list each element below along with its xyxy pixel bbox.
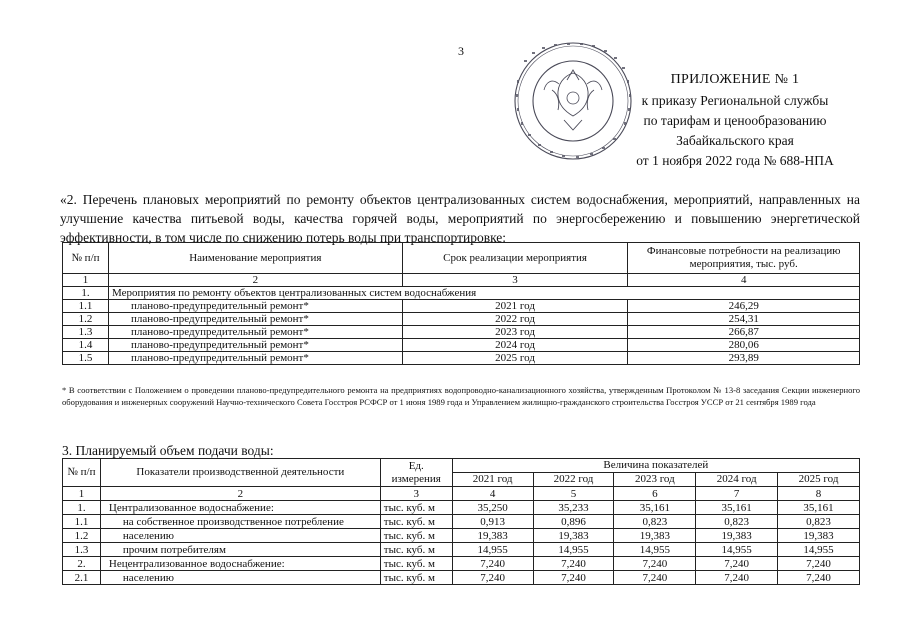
row-name: населению: [100, 529, 380, 543]
row-name: планово-предупредительный ремонт*: [108, 313, 402, 326]
col-header-indicator: Показатели производственной деятельности: [100, 459, 380, 487]
row-value: 7,240: [452, 571, 533, 585]
col-header-term: Срок реализации мероприятия: [402, 243, 628, 274]
row-name: планово-предупредительный ремонт*: [108, 352, 402, 365]
row-name: планово-предупредительный ремонт*: [108, 326, 402, 339]
row-name: населению: [100, 571, 380, 585]
appendix-line-4: от 1 ноября 2022 года № 688-НПА: [636, 153, 834, 168]
row-value: 35,233: [533, 501, 614, 515]
row-amount: 293,89: [628, 352, 860, 365]
appendix-header: [620, 70, 850, 171]
row-name: планово-предупредительный ремонт*: [108, 300, 402, 313]
col-number: 2: [100, 487, 380, 501]
group-row: [63, 287, 860, 300]
row-value: 7,240: [533, 571, 614, 585]
row-value: 7,240: [614, 571, 696, 585]
row-unit: тыс. куб. м: [380, 571, 452, 585]
row-value: 7,240: [778, 557, 860, 571]
table-row: [63, 501, 860, 515]
row-value: 19,383: [452, 529, 533, 543]
col-number: 1: [63, 487, 101, 501]
row-value: 14,955: [778, 543, 860, 557]
row-unit: тыс. куб. м: [380, 501, 452, 515]
table-row: [63, 515, 860, 529]
footnote: * В соответствии с Положением о проведении планово-предупредительного ремонта на предприятиях водопроводно-канализационного хозяйства, утвержденным Протоколом № 13-8 заседания Секции инженерного оборудования и инженерных сооружений Научно-технического Совета Госстроя РСФСР от 1 июня 1989 года и Управлением жилищно-гражданского строительства Госстроя УССР от 21 сентября 1989 года: [62, 385, 860, 407]
repair-measures-table: [62, 242, 860, 365]
row-value: 14,955: [533, 543, 614, 557]
row-num: 2.1: [63, 571, 101, 585]
row-year: 2024 год: [402, 339, 628, 352]
row-value: 35,250: [452, 501, 533, 515]
row-amount: 266,87: [628, 326, 860, 339]
col-number: 1: [63, 274, 109, 287]
row-num: 1.3: [63, 326, 109, 339]
row-value: 7,240: [452, 557, 533, 571]
row-name: Нецентрализованное водоснабжение:: [100, 557, 380, 571]
col-header-name: Наименование мероприятия: [108, 243, 402, 274]
row-name: прочим потребителям: [100, 543, 380, 557]
row-value: 7,240: [778, 571, 860, 585]
row-num: 1.2: [63, 313, 109, 326]
row-value: 14,955: [452, 543, 533, 557]
appendix-line-3: Забайкальского края: [676, 133, 794, 148]
row-name: на собственное производственное потребление: [100, 515, 380, 529]
section-3-title: 3. Планируемый объем подачи воды:: [62, 443, 274, 458]
row-value: 14,955: [614, 543, 696, 557]
table-header-row: [63, 243, 860, 274]
table-row: [63, 313, 860, 326]
row-num: 1.1: [63, 515, 101, 529]
appendix-title: ПРИЛОЖЕНИЕ № 1: [670, 72, 800, 87]
col-number: 8: [778, 487, 860, 501]
row-value: 19,383: [778, 529, 860, 543]
appendix-line-2: по тарифам и ценообразованию: [643, 113, 827, 128]
row-num: 1.1: [63, 300, 109, 313]
row-num: 1.: [63, 501, 101, 515]
row-value: 0,823: [614, 515, 696, 529]
col-number: 4: [452, 487, 533, 501]
row-num: 1.2: [63, 529, 101, 543]
column-numbers-row: [63, 274, 860, 287]
row-amount: 280,06: [628, 339, 860, 352]
row-name: планово-предупредительный ремонт*: [108, 339, 402, 352]
year-header: 2021 год: [452, 473, 533, 487]
row-amount: 246,29: [628, 300, 860, 313]
row-value: 0,823: [778, 515, 860, 529]
row-value: 7,240: [614, 557, 696, 571]
row-value: 35,161: [778, 501, 860, 515]
row-num: 2.: [63, 557, 101, 571]
table-row: [63, 571, 860, 585]
col-number: 2: [108, 274, 402, 287]
row-value: 35,161: [614, 501, 696, 515]
row-num: 1.3: [63, 543, 101, 557]
row-value: 0,896: [533, 515, 614, 529]
row-value: 0,913: [452, 515, 533, 529]
row-unit: тыс. куб. м: [380, 543, 452, 557]
col-number: 6: [614, 487, 696, 501]
year-header: 2025 год: [778, 473, 860, 487]
col-header-values: Величина показателей: [452, 459, 859, 473]
row-value: 19,383: [696, 529, 778, 543]
row-value: 7,240: [696, 571, 778, 585]
year-header: 2022 год: [533, 473, 614, 487]
year-header: 2023 год: [614, 473, 696, 487]
row-name: Централизованное водоснабжение:: [100, 501, 380, 515]
column-numbers-row: [63, 487, 860, 501]
table-row: [63, 557, 860, 571]
col-header-finance: Финансовые потребности на реализацию мероприятия, тыс. руб.: [628, 243, 860, 274]
row-unit: тыс. куб. м: [380, 529, 452, 543]
table-header-row: [63, 459, 860, 473]
col-number: 5: [533, 487, 614, 501]
row-value: 0,823: [696, 515, 778, 529]
row-value: 19,383: [533, 529, 614, 543]
col-number: 7: [696, 487, 778, 501]
col-number: 3: [380, 487, 452, 501]
group-label: Мероприятия по ремонту объектов централизованных систем водоснабжения: [108, 287, 859, 300]
table-row: [63, 300, 860, 313]
row-value: 14,955: [696, 543, 778, 557]
col-header-num: № п/п: [63, 243, 109, 274]
appendix-line-1: к приказу Региональной службы: [641, 93, 829, 108]
row-num: 1.5: [63, 352, 109, 365]
row-num: 1.4: [63, 339, 109, 352]
row-amount: 254,31: [628, 313, 860, 326]
col-number: 3: [402, 274, 628, 287]
row-year: 2022 год: [402, 313, 628, 326]
row-value: 7,240: [696, 557, 778, 571]
table-row: [63, 543, 860, 557]
row-year: 2023 год: [402, 326, 628, 339]
row-value: 35,161: [696, 501, 778, 515]
row-unit: тыс. куб. м: [380, 515, 452, 529]
page-number: 3: [458, 44, 464, 58]
table-row: [63, 339, 860, 352]
col-header-num: № п/п: [63, 459, 101, 487]
year-header: 2024 год: [696, 473, 778, 487]
group-num: 1.: [63, 287, 109, 300]
official-seal-stamp: [512, 40, 634, 162]
col-header-unit: Ед. измерения: [380, 459, 452, 487]
row-unit: тыс. куб. м: [380, 557, 452, 571]
section-2-text: «2. Перечень плановых мероприятий по ремонту объектов централизованных систем водоснабжения, мероприятий, направленных на улучшение качества питьевой воды, качества горячей воды, мероприятий по энергосбережению и повышению энергетической эффективности, в том числе по снижению потерь воды при транспортировке:: [60, 192, 860, 245]
water-supply-volume-table: [62, 458, 860, 585]
table-row: [63, 529, 860, 543]
row-year: 2025 год: [402, 352, 628, 365]
row-value: 19,383: [614, 529, 696, 543]
row-value: 7,240: [533, 557, 614, 571]
col-number: 4: [628, 274, 860, 287]
table-row: [63, 326, 860, 339]
table-row: [63, 352, 860, 365]
row-year: 2021 год: [402, 300, 628, 313]
